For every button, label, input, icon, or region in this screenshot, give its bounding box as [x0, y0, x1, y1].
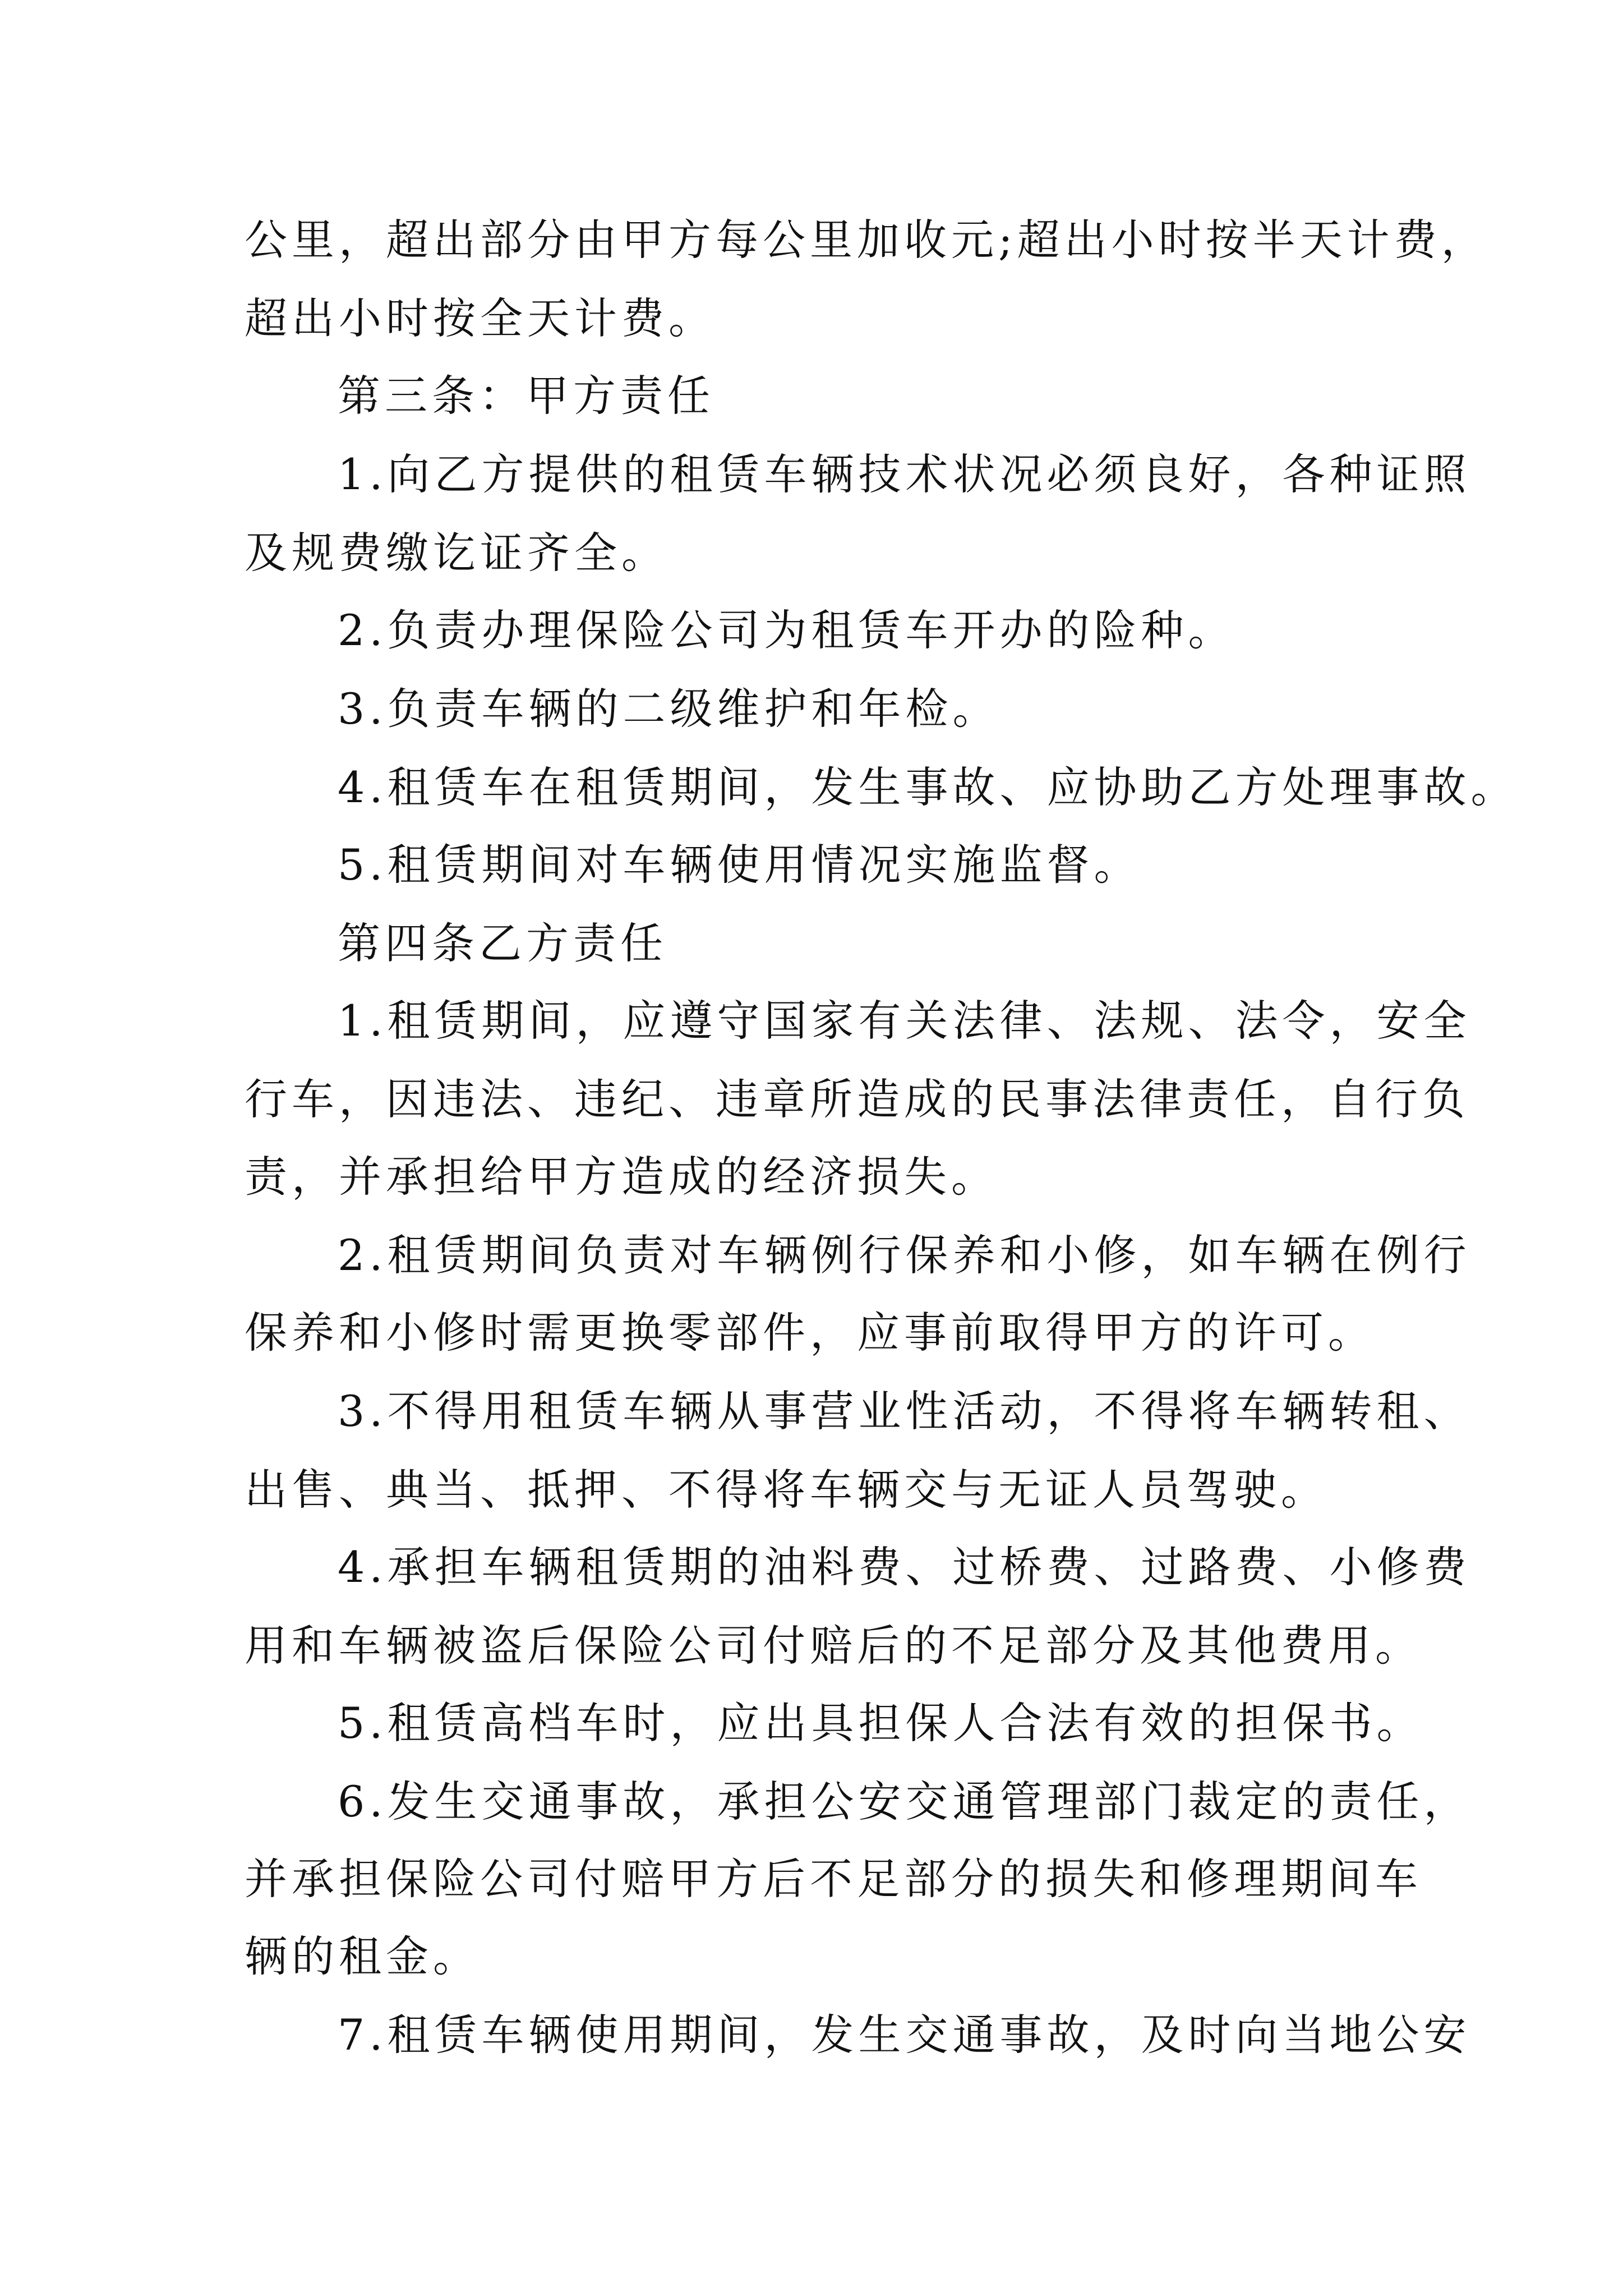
list-item: 1.向乙方提供的租赁车辆技术状况必须良好，各种证照	[338, 449, 1471, 499]
section-heading: 第三条：甲方责任	[338, 371, 714, 421]
text-line: 出售、典当、抵押、不得将车辆交与无证人员驾驶。	[245, 1465, 1328, 1515]
text-line: 公里，超出部分由甲方每公里加收元;超出小时按半天计费，	[245, 215, 1488, 265]
list-item: 5.租赁高档车时，应出具担保人合法有效的担保书。	[338, 1698, 1424, 1748]
list-item: 7.租赁车辆使用期间，发生交通事故，及时向当地公安	[338, 2010, 1471, 2060]
list-item: 4.承担车辆租赁期的油料费、过桥费、过路费、小修费	[338, 1542, 1471, 1592]
text-line: 用和车辆被盗后保险公司付赔后的不足部分及其他费用。	[245, 1621, 1422, 1671]
text-line: 超出小时按全天计费。	[245, 293, 716, 343]
section-heading: 第四条乙方责任	[338, 918, 667, 968]
list-item: 4.租赁车在租赁期间，发生事故、应协助乙方处理事故。	[338, 762, 1518, 812]
text-line: 及规费缴讫证齐全。	[245, 528, 668, 578]
list-item: 3.不得用租赁车辆从事营业性活动，不得将车辆转租、	[338, 1386, 1471, 1436]
list-item: 2.负责办理保险公司为租赁车开办的险种。	[338, 605, 1235, 655]
list-item: 1.租赁期间，应遵守国家有关法律、法规、法令，安全	[338, 996, 1471, 1046]
text-line: 保养和小修时需更换零部件，应事前取得甲方的许可。	[245, 1308, 1375, 1358]
text-line: 辆的租金。	[245, 1931, 480, 1981]
list-item: 2.租赁期间负责对车辆例行保养和小修，如车辆在例行	[338, 1230, 1471, 1280]
list-item: 6.发生交通事故，承担公安交通管理部门裁定的责任，	[338, 1777, 1471, 1826]
text-line: 并承担保险公司付赔甲方后不足部分的损失和修理期间车	[245, 1854, 1422, 1904]
list-item: 3.负责车辆的二级维护和年检。	[338, 684, 1000, 734]
list-item: 5.租赁期间对车辆使用情况实施监督。	[338, 840, 1141, 890]
text-line: 责，并承担给甲方造成的经济损失。	[245, 1152, 998, 1202]
text-line: 行车，因违法、违纪、违章所造成的民事法律责任，自行负	[245, 1074, 1469, 1124]
